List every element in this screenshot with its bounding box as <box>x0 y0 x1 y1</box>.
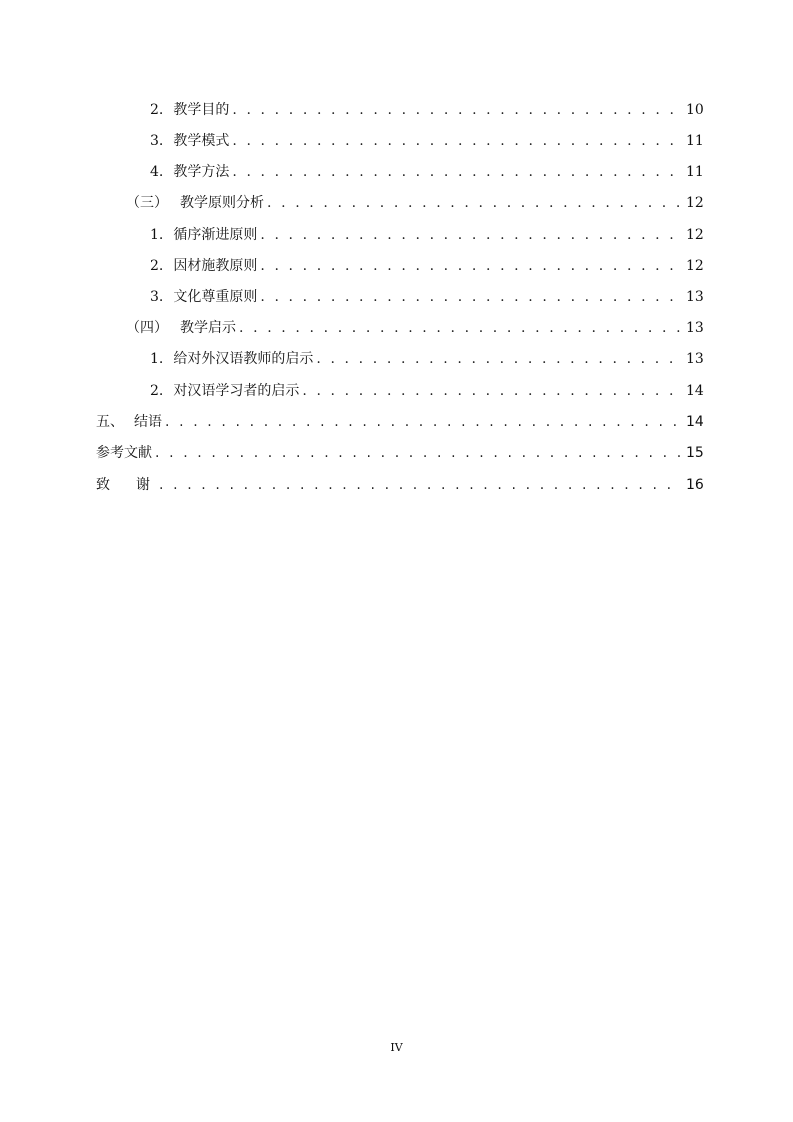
toc-entry-title: 文化尊重原则 <box>173 289 258 305</box>
toc-entry-number: （三） <box>126 195 168 211</box>
toc-entry-title: 结语 <box>134 414 162 430</box>
toc-entry-title: 循序渐进原则 <box>173 227 258 243</box>
toc-entry-title: 对汉语学习者的启示 <box>173 383 300 399</box>
toc-leader-dots <box>239 320 682 336</box>
toc-entry-page: 10 <box>686 102 704 118</box>
toc-entry-title: 教学模式 <box>173 133 230 149</box>
toc-entry-title: 参考文献 <box>96 445 152 461</box>
toc-leader-dots <box>260 227 682 243</box>
toc-entry[interactable] <box>0 474 704 496</box>
toc-entry[interactable] <box>0 99 704 121</box>
toc-leader-dots <box>302 383 682 399</box>
toc-entry-page: 12 <box>686 258 704 274</box>
toc-entry[interactable] <box>0 442 704 464</box>
toc-entry-title: 因材施教原则 <box>173 258 258 274</box>
toc-leader-dots <box>260 258 682 274</box>
toc-entry-page: 11 <box>686 164 704 180</box>
toc-entry-title: 致 谢 <box>96 477 156 493</box>
toc-leader-dots <box>267 195 682 211</box>
toc-leader-dots <box>159 477 682 493</box>
toc-entry-number: 2. <box>150 258 164 274</box>
toc-entry[interactable] <box>0 192 704 214</box>
toc-entry[interactable] <box>0 317 704 339</box>
toc-entry-title: 教学目的 <box>173 102 230 118</box>
toc-entry-number: 1. <box>150 351 164 367</box>
toc-entry[interactable] <box>0 161 704 183</box>
toc-leader-dots <box>260 289 682 305</box>
toc-entry-page: 14 <box>686 383 704 399</box>
toc-entry[interactable] <box>0 380 704 402</box>
toc-entry[interactable] <box>0 411 704 433</box>
toc-entry-page: 12 <box>686 227 704 243</box>
toc-entry-number: 4. <box>150 164 164 180</box>
toc-leader-dots <box>232 102 682 118</box>
toc-entry-page: 13 <box>686 289 704 305</box>
toc-leader-dots <box>155 445 682 461</box>
toc-entry-number: 2. <box>150 102 164 118</box>
toc-entry-number: （四） <box>126 320 168 336</box>
toc-leader-dots <box>165 414 682 430</box>
toc-leader-dots <box>232 164 682 180</box>
toc-entry-number: 1. <box>150 227 164 243</box>
toc-entry-page: 15 <box>686 445 704 461</box>
toc-entry-page: 13 <box>686 320 704 336</box>
toc-entry[interactable] <box>0 130 704 152</box>
toc-entry-number: 五、 <box>96 414 124 430</box>
toc-entry-page: 11 <box>686 133 704 149</box>
toc-entry[interactable] <box>0 348 704 370</box>
toc-entry-title: 教学方法 <box>173 164 230 180</box>
toc-leader-dots <box>316 351 682 367</box>
toc-entry-title: 教学原则分析 <box>180 195 264 211</box>
toc-entry-title: 教学启示 <box>180 320 236 336</box>
toc-entry-number: 3. <box>150 133 164 149</box>
toc-entry-title: 给对外汉语教师的启示 <box>173 351 314 367</box>
toc-entry[interactable] <box>0 224 704 246</box>
page-number-footer: IV <box>390 1041 403 1054</box>
toc-entry-page: 13 <box>686 351 704 367</box>
toc-leader-dots <box>232 133 682 149</box>
toc-entry-number: 3. <box>150 289 164 305</box>
toc-entry[interactable] <box>0 255 704 277</box>
toc-entry-page: 12 <box>686 195 704 211</box>
toc-entry-page: 16 <box>686 477 704 493</box>
toc-entry-number: 2. <box>150 383 164 399</box>
toc-entry[interactable] <box>0 286 704 308</box>
toc-entry-page: 14 <box>686 414 704 430</box>
